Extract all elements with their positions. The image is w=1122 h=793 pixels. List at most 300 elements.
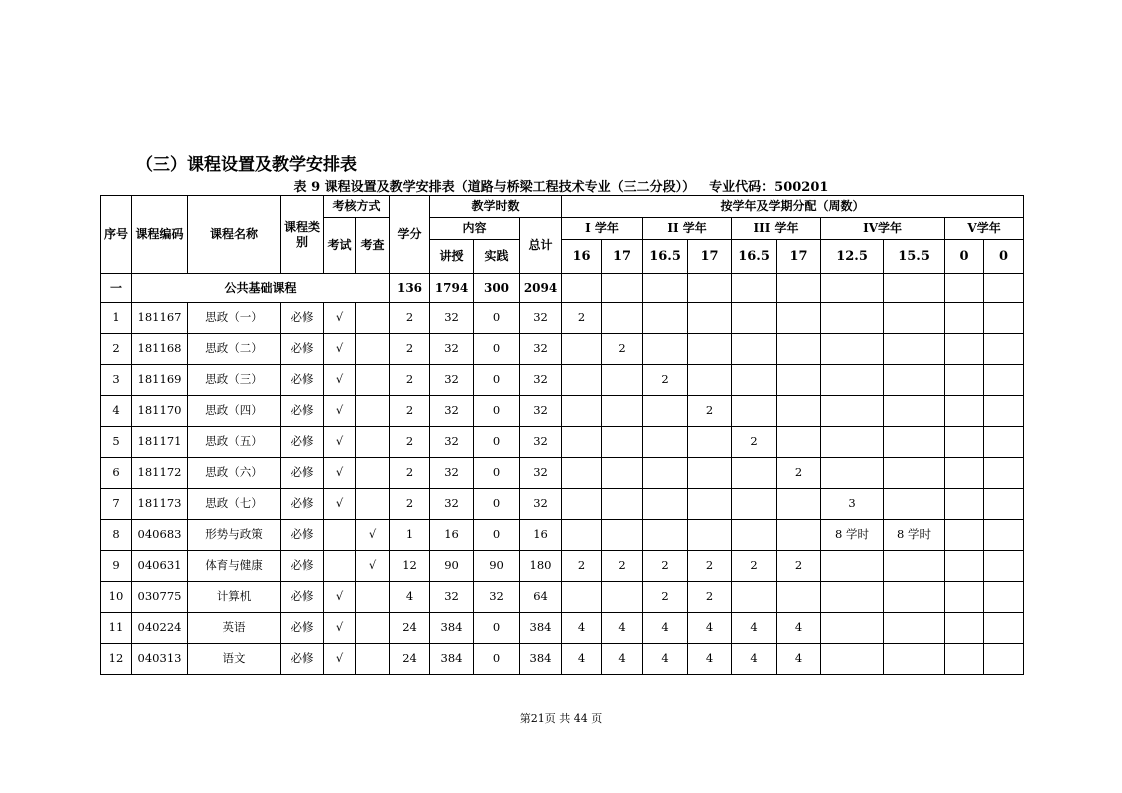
table-row (101, 520, 1024, 551)
cell-term-9 (945, 551, 984, 582)
group-term-cell (884, 274, 945, 303)
cell-term-7 (821, 427, 884, 458)
cell-term-2 (602, 427, 643, 458)
header-week-10: 0 (984, 240, 1024, 274)
table-row (101, 365, 1024, 396)
group-practice: 300 (474, 274, 520, 303)
cell-term-8 (884, 303, 945, 334)
cell-seq: 12 (101, 644, 132, 675)
cell-code: 181170 (132, 396, 188, 427)
cell-term-6: 4 (777, 644, 821, 675)
cell-term-9 (945, 613, 984, 644)
header-credit: 学分 (390, 196, 430, 274)
cell-total: 32 (520, 489, 562, 520)
cell-term-3: 4 (643, 644, 688, 675)
cell-exam: √ (324, 458, 356, 489)
cell-term-8 (884, 582, 945, 613)
cell-term-9 (945, 644, 984, 675)
cell-term-2: 4 (602, 613, 643, 644)
cell-term-3 (643, 489, 688, 520)
cell-seq: 6 (101, 458, 132, 489)
cell-name: 思政（三） (188, 365, 281, 396)
cell-term-7 (821, 396, 884, 427)
cell-code: 181173 (132, 489, 188, 520)
cell-term-3 (643, 458, 688, 489)
header-year-5: V学年 (945, 218, 1024, 240)
cell-credit: 2 (390, 396, 430, 427)
cell-name: 形势与政策 (188, 520, 281, 551)
header-code: 课程编码 (132, 196, 188, 274)
cell-seq: 10 (101, 582, 132, 613)
cell-term-5: 2 (732, 551, 777, 582)
cell-term-1: 2 (562, 551, 602, 582)
cell-practice: 0 (474, 458, 520, 489)
header-row-1 (101, 196, 1024, 218)
table-row (101, 334, 1024, 365)
cell-exam: √ (324, 644, 356, 675)
table-row (101, 613, 1024, 644)
cell-exam: √ (324, 613, 356, 644)
cell-lecture: 16 (430, 520, 474, 551)
cell-term-1 (562, 334, 602, 365)
header-year-2: II 学年 (643, 218, 732, 240)
cell-check (356, 458, 390, 489)
cell-term-10 (984, 644, 1024, 675)
table-caption-title: 表 9 课程设置及教学安排表（道路与桥梁工程技术专业（三二分段）） (293, 180, 696, 195)
group-label: 公共基础课程 (132, 274, 390, 303)
cell-total: 180 (520, 551, 562, 582)
cell-exam (324, 520, 356, 551)
cell-term-7 (821, 551, 884, 582)
header-practice: 实践 (474, 240, 520, 274)
cell-term-6: 4 (777, 613, 821, 644)
cell-exam: √ (324, 396, 356, 427)
cell-term-3: 2 (643, 551, 688, 582)
cell-credit: 24 (390, 613, 430, 644)
cell-term-10 (984, 334, 1024, 365)
cell-term-2: 2 (602, 551, 643, 582)
cell-credit: 2 (390, 365, 430, 396)
cell-practice: 0 (474, 396, 520, 427)
cell-practice: 0 (474, 644, 520, 675)
cell-name: 思政（四） (188, 396, 281, 427)
cell-lecture: 384 (430, 644, 474, 675)
cell-credit: 2 (390, 303, 430, 334)
cell-term-1 (562, 396, 602, 427)
cell-credit: 2 (390, 489, 430, 520)
header-exam: 考试 (324, 218, 356, 274)
cell-term-9 (945, 520, 984, 551)
cell-term-6 (777, 582, 821, 613)
cell-term-4 (688, 489, 732, 520)
cell-term-1 (562, 427, 602, 458)
cell-exam: √ (324, 489, 356, 520)
cell-type: 必修 (281, 303, 324, 334)
cell-term-7 (821, 582, 884, 613)
cell-term-4: 4 (688, 644, 732, 675)
cell-type: 必修 (281, 613, 324, 644)
cell-term-2: 4 (602, 644, 643, 675)
cell-lecture: 32 (430, 396, 474, 427)
cell-term-10 (984, 303, 1024, 334)
cell-term-5: 2 (732, 427, 777, 458)
cell-code: 181172 (132, 458, 188, 489)
cell-term-1 (562, 582, 602, 613)
header-week-3: 16.5 (643, 240, 688, 274)
cell-exam: √ (324, 582, 356, 613)
cell-term-1 (562, 365, 602, 396)
cell-exam: √ (324, 427, 356, 458)
cell-lecture: 32 (430, 334, 474, 365)
cell-term-5: 4 (732, 644, 777, 675)
table-row (101, 582, 1024, 613)
cell-term-6 (777, 303, 821, 334)
cell-term-10 (984, 613, 1024, 644)
cell-term-7 (821, 613, 884, 644)
header-week-4: 17 (688, 240, 732, 274)
cell-exam: √ (324, 334, 356, 365)
cell-practice: 0 (474, 303, 520, 334)
header-week-6: 17 (777, 240, 821, 274)
cell-credit: 12 (390, 551, 430, 582)
cell-term-10 (984, 365, 1024, 396)
cell-term-9 (945, 396, 984, 427)
cell-term-6: 2 (777, 551, 821, 582)
cell-type: 必修 (281, 644, 324, 675)
cell-term-6 (777, 427, 821, 458)
cell-term-8 (884, 551, 945, 582)
header-assess: 考核方式 (324, 196, 390, 218)
cell-term-4 (688, 303, 732, 334)
cell-check: √ (356, 520, 390, 551)
header-week-9: 0 (945, 240, 984, 274)
header-total: 总计 (520, 218, 562, 274)
cell-term-4 (688, 365, 732, 396)
group-term-cell (777, 274, 821, 303)
cell-term-3 (643, 334, 688, 365)
cell-term-6 (777, 489, 821, 520)
header-check: 考查 (356, 218, 390, 274)
cell-lecture: 32 (430, 582, 474, 613)
cell-term-7 (821, 458, 884, 489)
cell-term-3: 4 (643, 613, 688, 644)
table-row (101, 396, 1024, 427)
cell-term-4 (688, 458, 732, 489)
cell-seq: 1 (101, 303, 132, 334)
cell-term-9 (945, 489, 984, 520)
cell-term-10 (984, 551, 1024, 582)
header-week-1: 16 (562, 240, 602, 274)
cell-check (356, 582, 390, 613)
header-week-2: 17 (602, 240, 643, 274)
cell-lecture: 32 (430, 458, 474, 489)
cell-term-2 (602, 303, 643, 334)
cell-check (356, 644, 390, 675)
header-hours: 教学时数 (430, 196, 562, 218)
group-term-cell (688, 274, 732, 303)
cell-check (356, 365, 390, 396)
cell-term-9 (945, 427, 984, 458)
cell-term-9 (945, 303, 984, 334)
cell-practice: 32 (474, 582, 520, 613)
cell-code: 040683 (132, 520, 188, 551)
course-table (100, 195, 1024, 675)
cell-term-7 (821, 365, 884, 396)
header-seq: 序号 (101, 196, 132, 274)
cell-name: 思政（一） (188, 303, 281, 334)
cell-seq: 5 (101, 427, 132, 458)
group-term-cell (562, 274, 602, 303)
cell-check (356, 303, 390, 334)
cell-exam: √ (324, 365, 356, 396)
cell-term-8: 8 学时 (884, 520, 945, 551)
cell-term-4: 2 (688, 396, 732, 427)
group-total: 2094 (520, 274, 562, 303)
cell-term-1 (562, 458, 602, 489)
cell-check (356, 334, 390, 365)
cell-lecture: 32 (430, 303, 474, 334)
cell-practice: 0 (474, 334, 520, 365)
cell-term-7 (821, 644, 884, 675)
cell-type: 必修 (281, 365, 324, 396)
cell-term-9 (945, 458, 984, 489)
cell-total: 32 (520, 427, 562, 458)
cell-term-9 (945, 334, 984, 365)
header-content: 内容 (430, 218, 520, 240)
cell-term-3: 2 (643, 582, 688, 613)
cell-term-4 (688, 427, 732, 458)
cell-lecture: 32 (430, 489, 474, 520)
table-row (101, 458, 1024, 489)
cell-credit: 2 (390, 427, 430, 458)
cell-lecture: 90 (430, 551, 474, 582)
cell-term-5 (732, 303, 777, 334)
group-term-cell (984, 274, 1024, 303)
cell-term-8 (884, 613, 945, 644)
cell-lecture: 32 (430, 365, 474, 396)
cell-term-2 (602, 396, 643, 427)
cell-name: 思政（七） (188, 489, 281, 520)
cell-term-2 (602, 458, 643, 489)
cell-credit: 24 (390, 644, 430, 675)
cell-term-10 (984, 582, 1024, 613)
cell-term-9 (945, 582, 984, 613)
group-term-cell (643, 274, 688, 303)
cell-seq: 8 (101, 520, 132, 551)
cell-term-3 (643, 396, 688, 427)
cell-term-5 (732, 582, 777, 613)
cell-check (356, 396, 390, 427)
table-row (101, 303, 1024, 334)
cell-check (356, 613, 390, 644)
cell-term-2 (602, 520, 643, 551)
cell-type: 必修 (281, 520, 324, 551)
cell-name: 思政（二） (188, 334, 281, 365)
cell-term-8 (884, 396, 945, 427)
table-row (101, 644, 1024, 675)
cell-seq: 11 (101, 613, 132, 644)
cell-term-5 (732, 365, 777, 396)
cell-type: 必修 (281, 334, 324, 365)
cell-term-2 (602, 582, 643, 613)
cell-term-2: 2 (602, 334, 643, 365)
cell-term-3 (643, 303, 688, 334)
group-term-cell (732, 274, 777, 303)
cell-term-9 (945, 365, 984, 396)
cell-practice: 0 (474, 427, 520, 458)
cell-term-4: 2 (688, 582, 732, 613)
header-week-5: 16.5 (732, 240, 777, 274)
cell-type: 必修 (281, 427, 324, 458)
cell-term-8 (884, 334, 945, 365)
group-seq: 一 (101, 274, 132, 303)
cell-term-1 (562, 489, 602, 520)
cell-type: 必修 (281, 551, 324, 582)
cell-term-6: 2 (777, 458, 821, 489)
cell-term-5 (732, 396, 777, 427)
cell-check: √ (356, 551, 390, 582)
cell-exam (324, 551, 356, 582)
cell-code: 181168 (132, 334, 188, 365)
cell-term-10 (984, 396, 1024, 427)
cell-term-8 (884, 427, 945, 458)
cell-total: 32 (520, 365, 562, 396)
cell-credit: 1 (390, 520, 430, 551)
cell-code: 040224 (132, 613, 188, 644)
cell-lecture: 384 (430, 613, 474, 644)
group-credit: 136 (390, 274, 430, 303)
header-year-3: III 学年 (732, 218, 821, 240)
cell-term-6 (777, 396, 821, 427)
cell-term-3 (643, 520, 688, 551)
header-type: 课程类别 (281, 196, 324, 274)
header-distribution: 按学年及学期分配（周数） (562, 196, 1024, 218)
cell-name: 英语 (188, 613, 281, 644)
cell-practice: 0 (474, 613, 520, 644)
cell-total: 384 (520, 644, 562, 675)
cell-term-8 (884, 644, 945, 675)
cell-seq: 4 (101, 396, 132, 427)
cell-term-5 (732, 334, 777, 365)
cell-code: 181167 (132, 303, 188, 334)
cell-term-4 (688, 334, 732, 365)
cell-term-4: 4 (688, 613, 732, 644)
cell-practice: 0 (474, 365, 520, 396)
table-row (101, 551, 1024, 582)
cell-total: 32 (520, 334, 562, 365)
cell-total: 384 (520, 613, 562, 644)
cell-term-8 (884, 365, 945, 396)
cell-term-5: 4 (732, 613, 777, 644)
cell-name: 体育与健康 (188, 551, 281, 582)
cell-practice: 90 (474, 551, 520, 582)
cell-seq: 2 (101, 334, 132, 365)
cell-term-7: 8 学时 (821, 520, 884, 551)
major-code: 专业代码：500201 (709, 180, 829, 195)
cell-term-4 (688, 520, 732, 551)
page-footer: 第21页 共 44 页 (519, 712, 603, 725)
cell-total: 32 (520, 458, 562, 489)
cell-seq: 3 (101, 365, 132, 396)
cell-code: 181171 (132, 427, 188, 458)
group-term-cell (602, 274, 643, 303)
cell-term-10 (984, 458, 1024, 489)
cell-term-10 (984, 427, 1024, 458)
cell-total: 32 (520, 303, 562, 334)
cell-name: 思政（六） (188, 458, 281, 489)
cell-term-2 (602, 489, 643, 520)
cell-type: 必修 (281, 458, 324, 489)
cell-code: 040313 (132, 644, 188, 675)
table-caption (0, 176, 1122, 195)
cell-type: 必修 (281, 396, 324, 427)
cell-code: 181169 (132, 365, 188, 396)
cell-name: 计算机 (188, 582, 281, 613)
header-name: 课程名称 (188, 196, 281, 274)
cell-type: 必修 (281, 582, 324, 613)
group-term-cell (821, 274, 884, 303)
cell-practice: 0 (474, 520, 520, 551)
section-title: （三）课程设置及教学安排表 (136, 155, 357, 175)
cell-credit: 4 (390, 582, 430, 613)
cell-term-5 (732, 489, 777, 520)
cell-check (356, 427, 390, 458)
header-lecture: 讲授 (430, 240, 474, 274)
header-week-8: 15.5 (884, 240, 945, 274)
header-year-1: I 学年 (562, 218, 643, 240)
cell-term-5 (732, 458, 777, 489)
cell-term-1: 2 (562, 303, 602, 334)
cell-term-7 (821, 334, 884, 365)
cell-term-1: 4 (562, 613, 602, 644)
cell-term-6 (777, 365, 821, 396)
cell-check (356, 489, 390, 520)
cell-term-4: 2 (688, 551, 732, 582)
cell-code: 030775 (132, 582, 188, 613)
cell-type: 必修 (281, 489, 324, 520)
cell-term-10 (984, 520, 1024, 551)
cell-term-8 (884, 489, 945, 520)
cell-name: 思政（五） (188, 427, 281, 458)
cell-term-7 (821, 303, 884, 334)
header-year-4: IV学年 (821, 218, 945, 240)
cell-exam: √ (324, 303, 356, 334)
table-body (101, 196, 1024, 675)
cell-term-1 (562, 520, 602, 551)
cell-total: 16 (520, 520, 562, 551)
cell-lecture: 32 (430, 427, 474, 458)
cell-code: 040631 (132, 551, 188, 582)
cell-seq: 9 (101, 551, 132, 582)
group-term-cell (945, 274, 984, 303)
cell-credit: 2 (390, 334, 430, 365)
cell-total: 32 (520, 396, 562, 427)
cell-term-5 (732, 520, 777, 551)
cell-term-8 (884, 458, 945, 489)
cell-term-6 (777, 520, 821, 551)
group-lecture: 1794 (430, 274, 474, 303)
cell-term-3 (643, 427, 688, 458)
cell-name: 语文 (188, 644, 281, 675)
header-week-7: 12.5 (821, 240, 884, 274)
cell-seq: 7 (101, 489, 132, 520)
cell-term-3: 2 (643, 365, 688, 396)
cell-practice: 0 (474, 489, 520, 520)
table-row (101, 489, 1024, 520)
group-row (101, 274, 1024, 303)
cell-total: 64 (520, 582, 562, 613)
cell-term-1: 4 (562, 644, 602, 675)
